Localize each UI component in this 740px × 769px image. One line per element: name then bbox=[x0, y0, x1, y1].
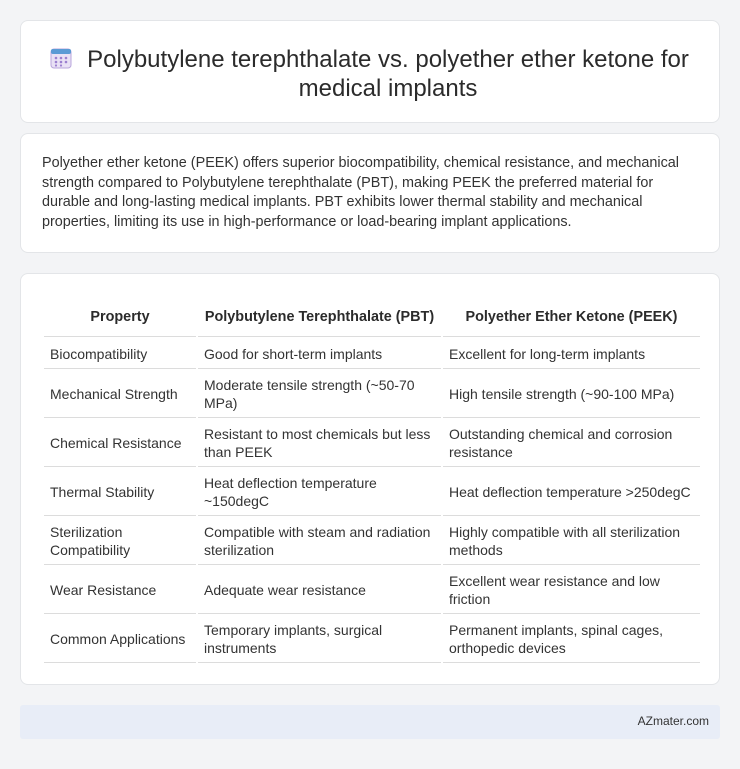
summary-paragraph: Polyether ether ketone (PEEK) offers superior biocompatibility, chemical resistance, and mechanical strength compared to Polybutylene terephthalate (PBT), making PEEK the preferred material for durable and long-lasting medical implants. PBT exhibits lower thermal stability and mechanical properties, limiting its use in high-performance or load-bearing implant applications. bbox=[42, 155, 679, 230]
table-row bbox=[44, 420, 700, 467]
header-peek: Polyether Ether Ketone (PEEK) bbox=[443, 298, 700, 337]
table-row bbox=[44, 339, 700, 369]
property-cell: Thermal Stability bbox=[44, 469, 196, 516]
property-cell: Wear Resistance bbox=[44, 567, 196, 614]
property-cell: Biocompatibility bbox=[44, 339, 196, 369]
pbt-cell: Compatible with steam and radiation sterilization bbox=[198, 518, 441, 565]
peek-cell: Excellent for long-term implants bbox=[443, 339, 700, 369]
table-row bbox=[44, 469, 700, 516]
footer-bar bbox=[20, 705, 720, 739]
page-title: Polybutylene terephthalate vs. polyether ether ketone for medical implants bbox=[87, 46, 689, 102]
pbt-cell: Resistant to most chemicals but less than PEEK bbox=[198, 420, 441, 467]
table-row bbox=[44, 518, 700, 565]
comparison-card bbox=[20, 273, 720, 685]
summary-card bbox=[20, 133, 720, 253]
peek-cell: Permanent implants, spinal cages, orthopedic devices bbox=[443, 616, 700, 663]
peek-cell: Excellent wear resistance and low friction bbox=[443, 567, 700, 614]
pbt-cell: Temporary implants, surgical instruments bbox=[198, 616, 441, 663]
pbt-cell: Good for short-term implants bbox=[198, 339, 441, 369]
table-header-row bbox=[44, 298, 700, 337]
table-row bbox=[44, 567, 700, 614]
property-cell: Common Applications bbox=[44, 616, 196, 663]
peek-cell: Highly compatible with all sterilization methods bbox=[443, 518, 700, 565]
property-cell: Mechanical Strength bbox=[44, 371, 196, 418]
property-cell: Chemical Resistance bbox=[44, 420, 196, 467]
peek-cell: Outstanding chemical and corrosion resistance bbox=[443, 420, 700, 467]
title-card bbox=[20, 20, 720, 123]
comparison-table bbox=[42, 296, 702, 665]
pbt-cell: Moderate tensile strength (~50-70 MPa) bbox=[198, 371, 441, 418]
table-row bbox=[44, 616, 700, 663]
header-property: Property bbox=[44, 298, 196, 337]
header-pbt: Polybutylene Terephthalate (PBT) bbox=[198, 298, 441, 337]
property-cell: Sterilization Compatibility bbox=[44, 518, 196, 565]
peek-cell: High tensile strength (~90-100 MPa) bbox=[443, 371, 700, 418]
footer-brand[interactable]: AZmater.com bbox=[637, 714, 709, 728]
peek-cell: Heat deflection temperature >250degC bbox=[443, 469, 700, 516]
table-row bbox=[44, 371, 700, 418]
pbt-cell: Heat deflection temperature ~150degC bbox=[198, 469, 441, 516]
pbt-cell: Adequate wear resistance bbox=[198, 567, 441, 614]
